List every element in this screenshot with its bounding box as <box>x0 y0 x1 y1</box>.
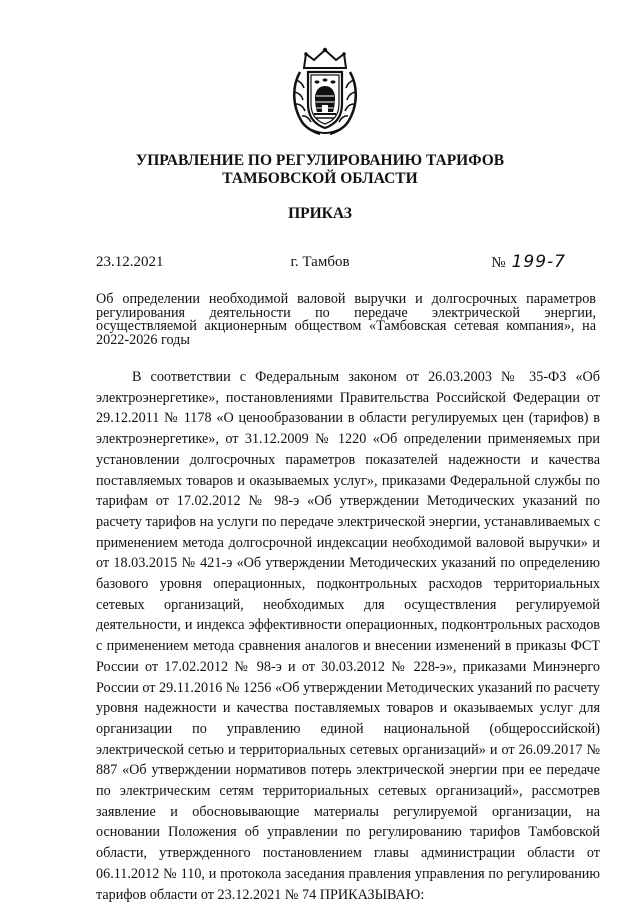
document-number <box>491 253 566 272</box>
agency-name-line1: УПРАВЛЕНИЕ ПО РЕГУЛИРОВАНИЮ ТАРИФОВ <box>135 152 505 169</box>
decision-word: ПРИКАЗЫВАЮ: <box>319 886 425 903</box>
document-city: г. Тамбов <box>290 254 350 270</box>
coat-of-arms-icon <box>290 46 360 138</box>
document-type: ПРИКАЗ <box>288 205 352 222</box>
document-date: 23.12.2021 <box>96 254 164 270</box>
agency-name-line2: ТАМБОВСКОЙ ОБЛАСТИ <box>222 170 418 187</box>
document-number-value: 199-7 <box>511 252 566 272</box>
preamble-paragraph: В соответствии с Федеральным законом от 26.03.2003 № 35-ФЗ «Об электроэнергетике», постановлениями Правительства Российской Федерации от 29.12.2011 № 1178 «О ценообразовании в области регулируемых цен (тарифов) в электроэнергетике», от 31.12.2009 № 1220 «Об определении применяемых при установлении долгосрочных параметров показателей надежности и качества поставляемых товаров и оказываемых услуг», приказами Федеральной службы по тарифам от 17.02.2012 № 98-э «Об утверждении Методических указаний по расчету тарифов на услуги по передаче электрической энергии, устанавливаемых с применением метода долгосрочной индексации необходимой валовой выручки» и от 18.03.2015 № 421-э «Об утверждении Методических указаний по определению базового уровня операционных, подконтрольных расходов территориальных сетевых организаций, необходимых для осуществления регулируемой деятельности, и индекса эффективности операционных, подконтрольных расходов с применением метода сравнения аналогов и внесении изменений в приказы ФСТ России от 17.02.2012 № 98-э и от 30.03.2012 № 228-э», приказами Минэнерго России от 29.11.2016 № 1256 «Об утверждении Методических указаний по расчету уровня надежности и качества поставляемых товаров и оказываемых услуг для организации по управлению единой национальной (общероссийской) электрической сетью и территориальных сетевых организаций» и от 26.09.2017 № 887 «Об утверждении нормативов потерь электрической энергии при ее передаче по электрическим сетям территориальных сетевых организаций», рассмотрев заявление и обосновывающие материалы регулируемой организации, на основании Положения об управлении по регулированию тарифов Тамбовской области, утвержденного постановлением главы администрации области от 06.11.2012 № 110, и протокола заседания правления управления по регулированию тарифов области от 23.12.2021 № 74 <box>96 369 600 903</box>
document-number-label: № <box>491 255 506 271</box>
document-subject: Об определении необходимой валовой выручки и долгосрочных параметров регулирования деятельности по передаче электрической энергии, осуществляемой акционерным обществом «Тамбовская сетевая компания», на 2022-2026 годы <box>96 291 596 348</box>
agency-name <box>0 152 640 188</box>
document-body <box>96 367 600 905</box>
